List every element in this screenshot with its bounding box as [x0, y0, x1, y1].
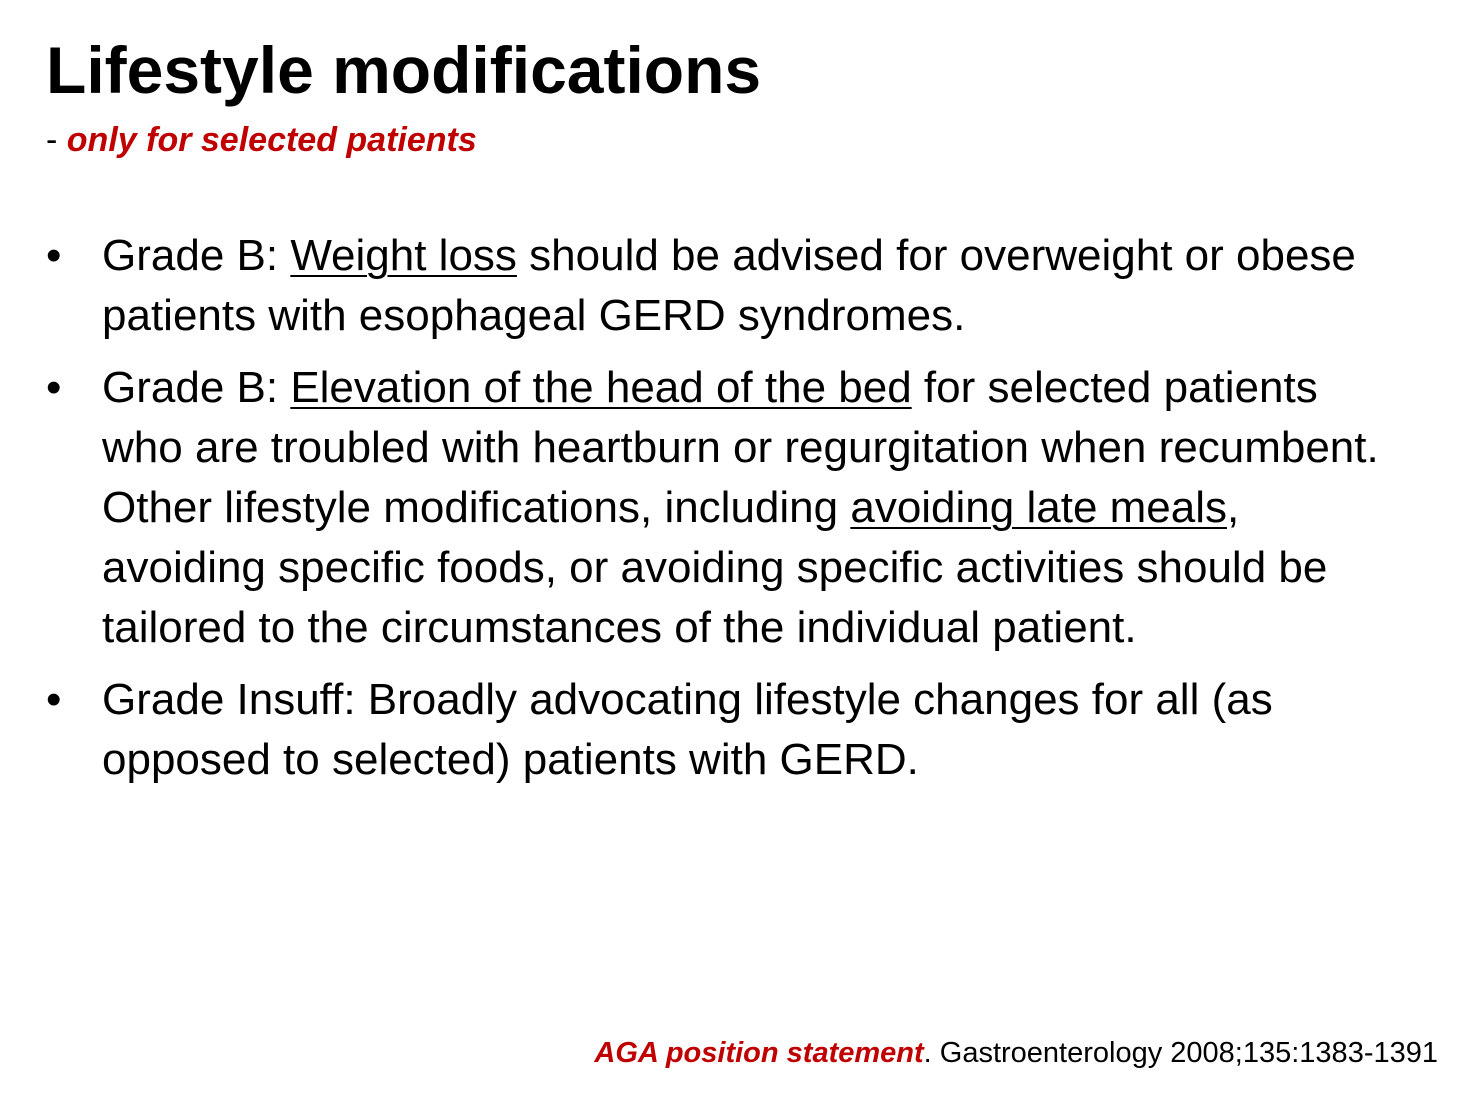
bullet-insufficient — [46, 670, 1386, 790]
citation-journal: Gastroenterology 2008;135:1383-1391 — [931, 1037, 1438, 1069]
bullet-weight-loss — [46, 226, 1386, 346]
bullet-text: should be advised for overweight or obese patients with esophageal GERD syndromes. — [102, 231, 1356, 340]
slide-subtitle — [46, 119, 477, 161]
bullet-dot-icon: • — [46, 231, 62, 280]
bullet-grade-label: Grade B: — [102, 231, 291, 280]
citation-source: AGA position statement — [594, 1037, 924, 1069]
bullet-head-elevation — [46, 358, 1386, 658]
bullet-dot-icon: • — [46, 675, 62, 724]
slide-title: Lifestyle modifications — [46, 33, 762, 107]
citation — [594, 1035, 1438, 1071]
bullet-list — [46, 226, 1386, 802]
bullet-text-end: , avoiding specific foods, or avoiding specific activities should be tailored to the circumstances of the individual patient. — [102, 483, 1328, 652]
citation-period: . — [923, 1037, 932, 1069]
subtitle-dash: - — [46, 121, 67, 159]
bullet-grade-label: Grade B: — [102, 363, 291, 412]
bullet-text: Grade Insuff: Broadly advocating lifestyle changes for all (as opposed to selected) patients with GERD. — [102, 675, 1273, 784]
subtitle-emphasis: only for selected patients — [66, 121, 477, 159]
bullet-text: for selected patients who are troubled with heartburn or regurgitation when recumbent. Other lifestyle modifications, including — [102, 363, 1379, 532]
bullet-dot-icon: • — [46, 363, 62, 412]
underlined-late-meals: avoiding late meals — [850, 483, 1228, 532]
underlined-head-elevation: Elevation of the head of the bed — [290, 363, 912, 412]
underlined-weight-loss: Weight loss — [290, 231, 517, 280]
